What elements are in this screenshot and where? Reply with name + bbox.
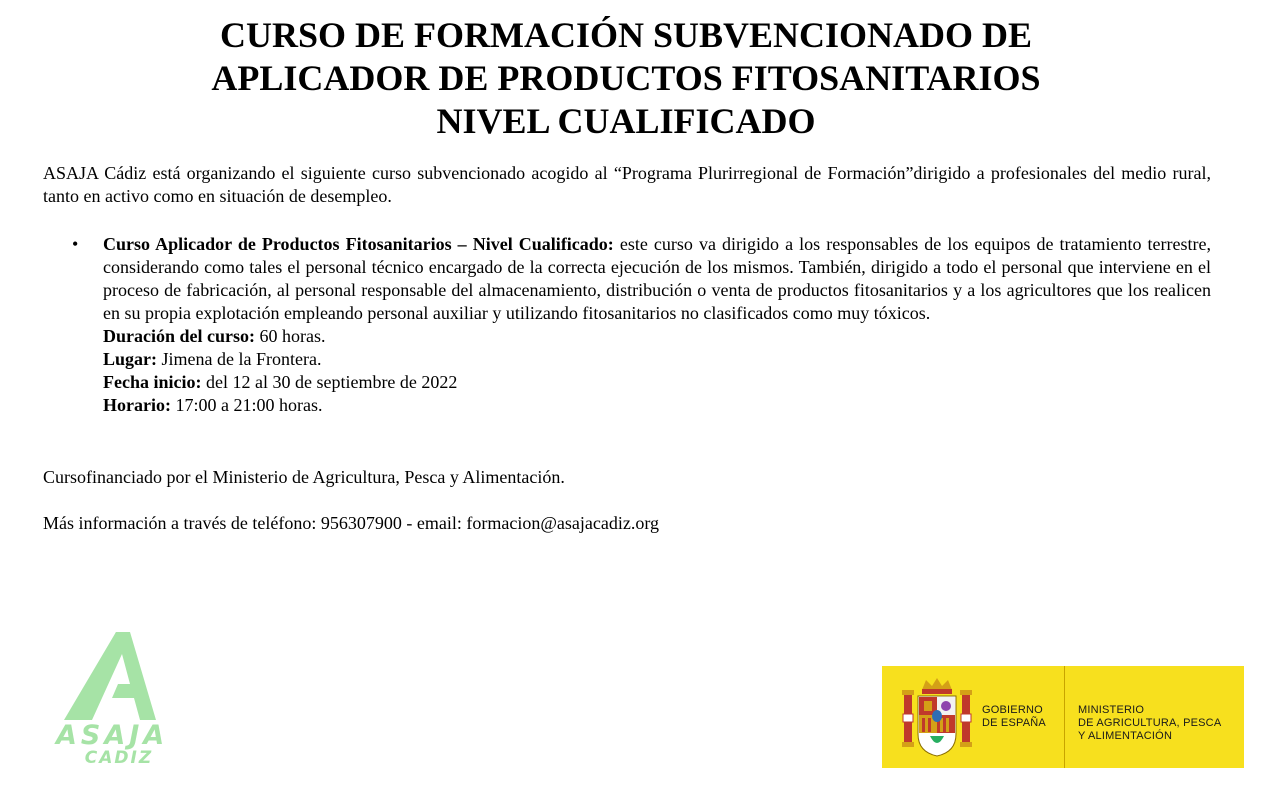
cadiz-wordmark: CADIZ bbox=[84, 748, 154, 768]
financing-note: Cursofinanciado por el Ministerio de Agricultura, Pesca y Alimentación. bbox=[43, 467, 565, 487]
document-title bbox=[0, 14, 1252, 143]
government-label bbox=[982, 704, 1066, 730]
title-line-1: CURSO DE FORMACIÓN SUBVENCIONADO DE bbox=[219, 15, 1033, 55]
title-line-2: APLICADOR DE PRODUCTOS FITOSANITARIOS bbox=[211, 58, 1041, 98]
start-date-line bbox=[103, 371, 1211, 394]
course-description-block bbox=[103, 233, 1211, 325]
government-banner bbox=[882, 666, 1244, 768]
coat-of-arms-icon bbox=[900, 676, 974, 758]
course-list bbox=[43, 233, 1211, 417]
ministry-line-2: DE AGRICULTURA, PESCA bbox=[1078, 717, 1222, 729]
banner-divider bbox=[1064, 666, 1065, 768]
asaja-a-icon bbox=[56, 628, 166, 728]
government-line-2: DE ESPAÑA bbox=[982, 717, 1046, 729]
duration-line bbox=[103, 325, 1211, 348]
place-value: Jimena de la Frontera. bbox=[157, 349, 322, 369]
government-line-1: GOBIERNO bbox=[982, 704, 1043, 716]
schedule-line bbox=[103, 394, 1211, 417]
start-date-label: Fecha inicio: bbox=[103, 372, 202, 392]
duration-label: Duración del curso: bbox=[103, 326, 255, 346]
start-date-value: del 12 al 30 de septiembre de 2022 bbox=[201, 372, 458, 392]
bullet-icon: • bbox=[72, 234, 79, 254]
title-line-3: NIVEL CUALIFICADO bbox=[436, 101, 816, 141]
intro-paragraph: ASAJA Cádiz está organizando el siguiente curso subvencionado acogido al “Programa Plurirregional de Formación”dirigido a profesionales del medio rural, tanto en activo como en situación de desempleo. bbox=[43, 163, 1211, 206]
schedule-value: 17:00 a 21:00 horas. bbox=[170, 395, 323, 415]
asaja-wordmark: ASAJA bbox=[56, 720, 169, 751]
place-line bbox=[103, 348, 1211, 371]
ministry-line-1: MINISTERIO bbox=[1078, 704, 1145, 716]
course-name: Curso Aplicador de Productos Fitosanitarios – Nivel Cualificado: bbox=[103, 234, 614, 254]
duration-value: 60 horas. bbox=[255, 326, 326, 346]
schedule-label: Horario: bbox=[103, 395, 171, 415]
contact-info: Más información a través de teléfono: 956307900 - email: formacion@asajacadiz.org bbox=[43, 513, 660, 533]
asaja-logo bbox=[56, 628, 169, 770]
course-description: este curso va dirigido a los responsables de los equipos de tratamiento terrestre, considerando como tales el personal técnico encargado de la correcta ejecución de los mismos. También, dirigido a todo el personal que interviene en el proceso de fabricación, al personal responsable del almacenamiento, distribución o venta de productos fitosanitarios y a los agricultores que los realicen en su propia explotación empleando personal auxiliar y utilizando fitosanitarios no clasificados como muy tóxicos. bbox=[103, 234, 1212, 323]
ministry-label bbox=[1078, 704, 1238, 743]
ministry-line-3: Y ALIMENTACIÓN bbox=[1078, 730, 1173, 742]
course-item bbox=[103, 233, 1211, 417]
place-label: Lugar: bbox=[103, 349, 157, 369]
